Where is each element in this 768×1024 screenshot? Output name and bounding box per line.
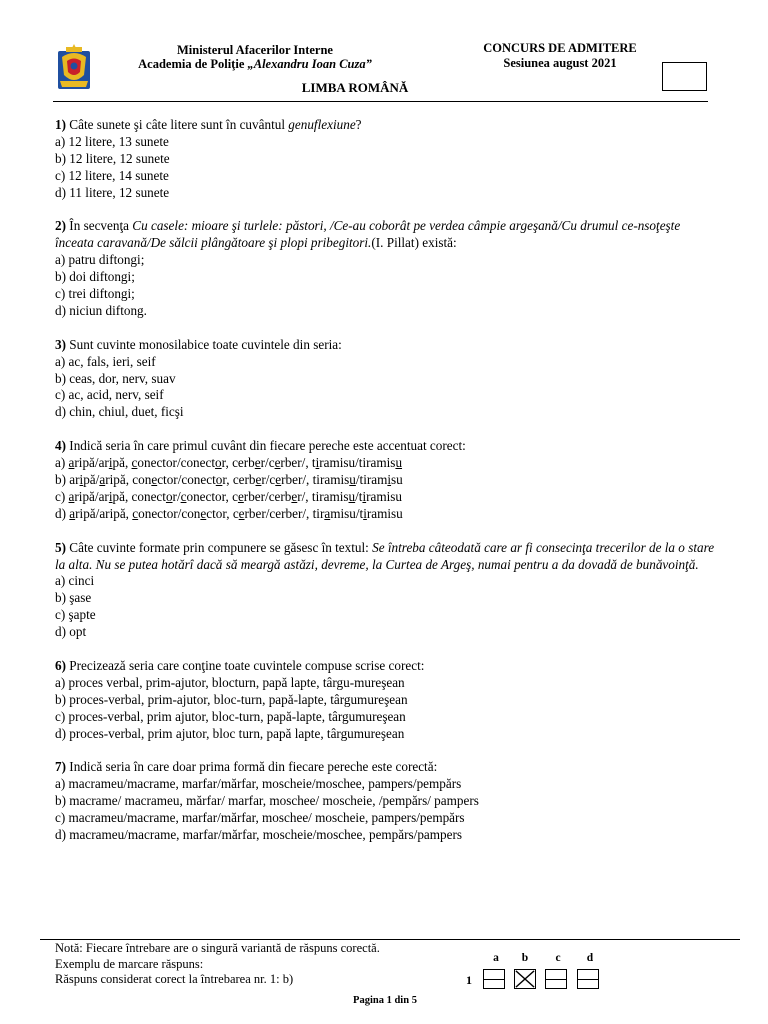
question-3: 3) Sunt cuvinte monosilabice toate cuvintele din seria: a) ac, fals, ieri, seif b) ceas, dor, nerv, suav c) ac, acid, nerv, seif d) chin, chiul, duet, ficşi [55, 337, 715, 422]
option-c: c) aripă/aripă, conector/conector, cerber/cerber/, tiramisu/tiramisu [55, 488, 403, 504]
question-quote: Cu casele: mioare şi turlele: păstori, /Ce-au coborât pe verdea câmpie argeşană/Cu drumul ce-nsoţeşte înceata caravană/De sălcii plângătoare şi plopi pribegitori. [55, 218, 681, 251]
option-d: d) aripă/aripă, conector/conector, cerber/cerber/, tiramisu/tiramisu [55, 505, 403, 521]
question-1: 1) Câte sunete şi câte litere sunt în cuvântul genuflexiune? a) 12 litere, 13 sunete b) 12 litere, 12 sunete c) 12 litere, 14 sunete d) 11 litere, 12 sunete [55, 117, 715, 202]
academy-name: Academia de Poliţie „Alexandru Ioan Cuza” [138, 57, 372, 71]
option-c: c) macrameu/macrame, marfar/mărfar, moschee/ moscheie, pampers/pempărs [55, 810, 465, 826]
question-number: 2) [55, 218, 66, 234]
option-d: d) 11 litere, 12 sunete [55, 184, 170, 200]
key-letter-c: c [555, 952, 561, 964]
key-letter-d: d [586, 952, 594, 964]
page-number: Pagina 1 din 5 [353, 995, 417, 1006]
header-divider [53, 101, 708, 102]
option-b: b) aripă/aripă, conector/conector, cerber/cerber/, tiramisu/tiramisu [55, 471, 403, 487]
option-a: a) 12 litere, 13 sunete [55, 133, 169, 149]
question-number: 1) [55, 117, 66, 132]
x-mark-icon [515, 970, 535, 988]
option-d: d) chin, chiul, duet, ficşi [55, 404, 184, 420]
option-a: a) proces verbal, prim-ajutor, blocturn, papă lapte, târgu-mureşean [55, 674, 405, 690]
note-line-2: Exemplu de marcare răspuns: [55, 956, 204, 971]
option-d: d) proces-verbal, prim ajutor, bloc turn, papă lapte, târgumureşean [55, 725, 405, 741]
option-d: d) opt [55, 624, 87, 640]
contest-title: CONCURS DE ADMITERE [483, 41, 637, 55]
key-letter-b: b [521, 952, 529, 964]
option-d: d) macrameu/macrame, marfar/mărfar, moscheie/moschee, pempărs/pampers [55, 826, 462, 842]
answer-box-a [483, 969, 505, 989]
option-d: d) niciun diftong. [55, 302, 147, 318]
police-academy-crest-icon [55, 41, 93, 91]
option-c: c) ac, acid, nerv, seif [55, 387, 164, 403]
option-a: a) cinci [55, 573, 95, 589]
option-c: c) 12 litere, 14 sunete [55, 167, 169, 183]
question-word: genuflexiune [288, 117, 356, 132]
question-number: 4) [55, 438, 66, 454]
option-a: a) aripă/aripă, conector/conector, cerber/cerber/, tiramisu/tiramisu [55, 455, 403, 471]
answer-box-d [577, 969, 599, 989]
option-b: b) proces-verbal, prim-ajutor, bloc-turn, papă-lapte, târgumureşean [55, 691, 408, 707]
note-line-3: Răspuns considerat corect la întrebarea nr. 1: b) [55, 972, 294, 987]
option-a: a) macrameu/macrame, marfar/mărfar, moscheie/moschee, pampers/pempărs [55, 776, 462, 792]
option-b: b) doi diftongi; [55, 269, 135, 285]
question-number: 3) [55, 336, 66, 352]
key-letter-a: a [493, 952, 499, 964]
answer-box-c [545, 969, 567, 989]
question-number: 7) [55, 759, 66, 775]
note-line-1: Notă: Fiecare întrebare are o singură variantă de răspuns corectă. [55, 941, 380, 955]
questions-list [55, 117, 715, 861]
candidate-code-box [662, 62, 707, 91]
footer-divider [40, 939, 740, 940]
question-5: 5) Câte cuvinte formate prin compunere se găsesc în textul: Se întreba câteodată care ar fi consecinţa trecerilor de la o stare la alta. Nu se putea hotărî dacă să meargă astăzi, devreme, la Curtea de Argeş, numai pentru a da dovadă de bunăvoinţă. a) cinci b) şase c) şapte d) opt [55, 539, 715, 640]
option-b: b) şase [55, 590, 92, 606]
option-b: b) macrame/ macrameu, mărfar/ marfar, moschee/ moscheie, /pempărs/ pampers [55, 793, 479, 809]
question-2: 2) În secvenţa Cu casele: mioare şi turlele: păstori, /Ce-au coborât pe verdea câmpie argeşană/Cu drumul ce-nsoţeşte înceata caravană/De sălcii plângătoare şi plopi pribegitori.(I. Pillat) există: a) patru diftongi; b) doi diftongi; c) trei diftongi; d) niciun diftong. [55, 218, 715, 319]
page-header [0, 0, 768, 110]
option-c: c) trei diftongi; [55, 286, 135, 302]
question-number: 5) [55, 539, 66, 555]
question-4: 4) Indică seria în care primul cuvânt din fiecare pereche este accentuat corect: a) aripă/aripă, conector/conector, cerber/cerber/, tiramisu/tiramisu b) aripă/aripă, conector/conector, cerber/cerber/, tiramisu/tiramisu c) aripă/aripă, conector/conector, cerber/cerber/, tiramisu/tiramisu d) aripă/aripă, conector/conector, cerber/cerber/, tiramisu/tiramisu [55, 438, 715, 523]
session-label: Sesiunea august 2021 [503, 56, 617, 70]
question-6: 6) Precizează seria care conţine toate cuvintele compuse scrise corect: a) proces verbal, prim-ajutor, blocturn, papă lapte, târgu-mureşean b) proces-verbal, prim-ajutor, bloc-turn, papă-lapte, târgumureşean c) proces-verbal, prim ajutor, bloc-turn, papă-lapte, târgumureşean d) proces-verbal, prim ajutor, bloc turn, papă lapte, târgumureşean [55, 658, 715, 743]
question-quote: Se întreba câteodată care ar fi consecinţa trecerilor de la o stare la alta. Nu se putea hotărî dacă să meargă astăzi, devreme, la Curtea de Argeş, numai pentru a da dovadă de bunăvoinţă. [55, 539, 715, 572]
ministry-name: Ministerul Afacerilor Interne [177, 43, 333, 57]
option-a: a) ac, fals, ieri, seif [55, 353, 156, 369]
option-a: a) patru diftongi; [55, 252, 145, 268]
key-question-number: 1 [466, 973, 472, 987]
option-b: b) ceas, dor, nerv, suav [55, 370, 176, 386]
option-c: c) şapte [55, 607, 96, 623]
answer-marking-example [466, 952, 616, 997]
subject-title: LIMBA ROMÂNĂ [301, 80, 409, 95]
answer-box-b-marked [514, 969, 536, 989]
question-number: 6) [55, 657, 66, 673]
footer-note [55, 941, 380, 988]
question-7: 7) Indică seria în care doar prima formă din fiecare pereche este corectă: a) macrameu/macrame, marfar/mărfar, moscheie/moschee, pampers/pempărs b) macrame/ macrameu, mărfar/ marfar, moschee/ moscheie, /pempărs/ pampers c) macrameu/macrame, marfar/mărfar, moschee/ moscheie, pampers/pempărs d) macrameu/macrame, marfar/mărfar, moscheie/moschee, pempărs/pampers [55, 759, 715, 844]
option-c: c) proces-verbal, prim ajutor, bloc-turn, papă-lapte, târgumureşean [55, 708, 406, 724]
option-b: b) 12 litere, 12 sunete [55, 150, 170, 166]
